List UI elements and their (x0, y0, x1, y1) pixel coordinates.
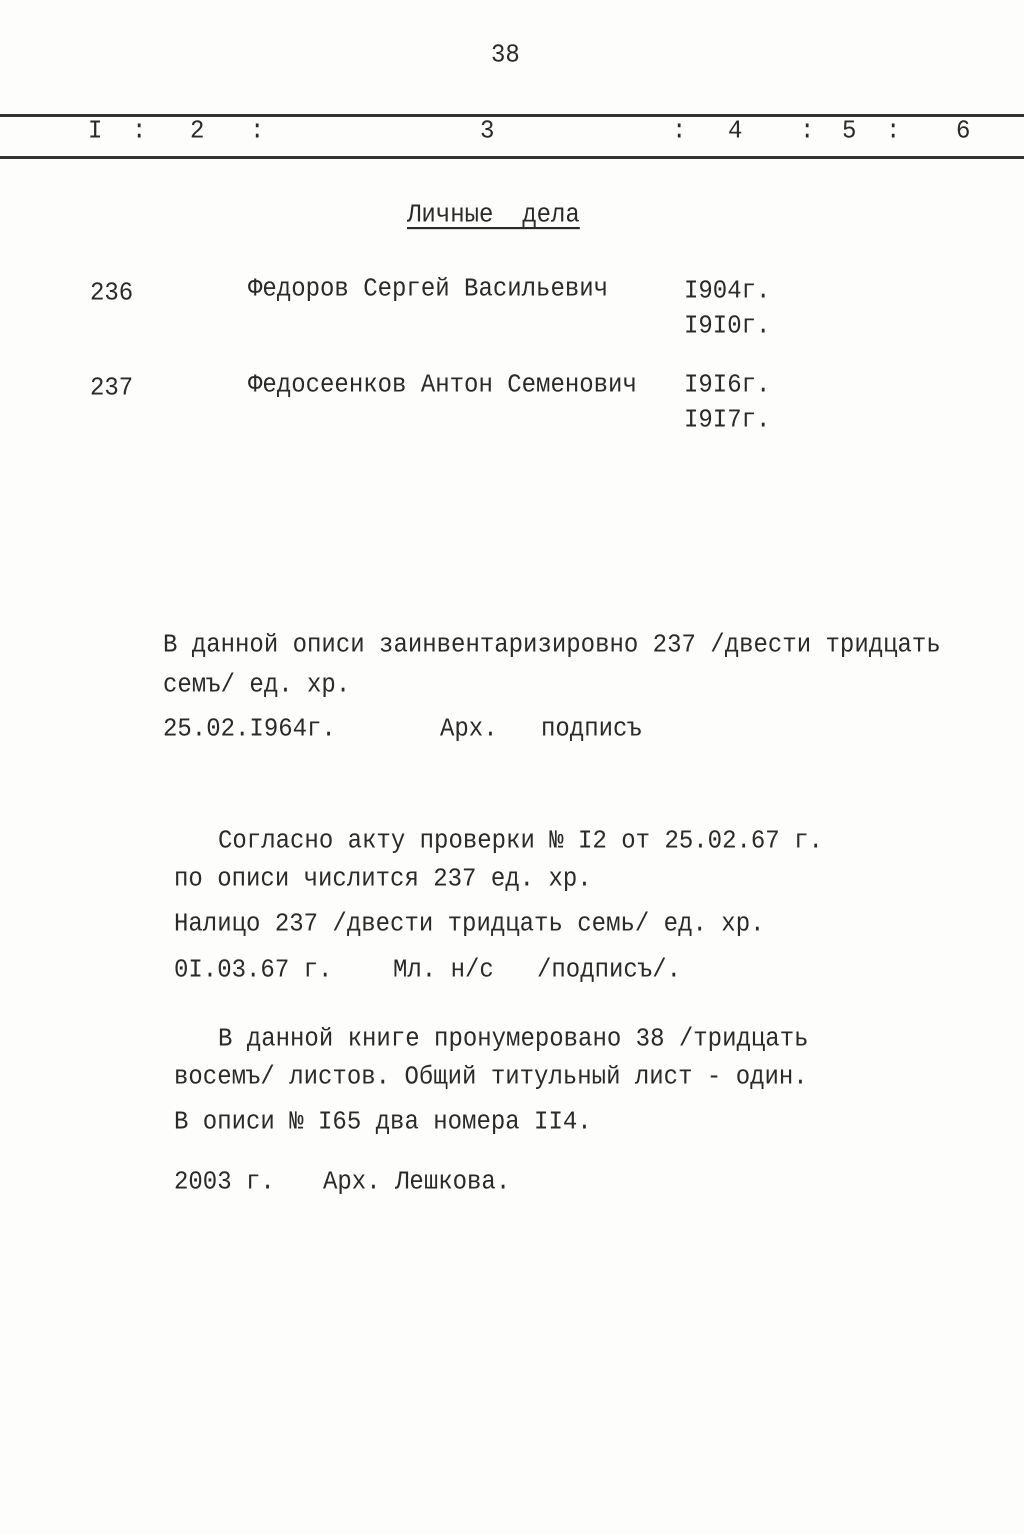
header-bottom-rule (0, 156, 1024, 159)
column-header-5: 5 (842, 117, 857, 147)
certification-text: В описи № I65 два номера II4. (174, 1108, 592, 1138)
column-separator: : (800, 117, 815, 147)
certification-date: 25.02.I964г. (163, 715, 336, 745)
column-header-1: I (88, 117, 103, 147)
certification-date: 2003 г. (174, 1168, 275, 1198)
column-header-4: 4 (728, 117, 743, 147)
section-title: Личные дела (407, 201, 580, 231)
entry-number: 237 (90, 374, 134, 404)
column-separator: : (672, 117, 687, 147)
certification-signer: Арх. Лешкова. (323, 1168, 511, 1198)
certification-text: семъ/ ед. хр. (163, 671, 351, 701)
certification-signature: /подписъ/. (537, 956, 682, 986)
header-top-rule (0, 114, 1024, 117)
entry-year-start: I9I6г. (684, 371, 771, 401)
certification-text: восемъ/ листов. Общий титульный лист - один. (174, 1063, 808, 1093)
page-number: 38 (491, 41, 520, 71)
entry-year-end: I9I7г. (684, 406, 771, 436)
entry-number: 236 (90, 279, 134, 309)
column-separator: : (132, 117, 147, 147)
certification-date: 0I.03.67 г. (174, 956, 333, 986)
column-header-6: 6 (956, 117, 971, 147)
column-separator: : (886, 117, 901, 147)
certification-text: Налицо 237 /двести тридцать семь/ ед. хр. (174, 910, 765, 940)
certification-signer: Арх. (440, 715, 498, 745)
column-separator: : (250, 117, 265, 147)
certification-signer: Мл. н/с (393, 956, 494, 986)
certification-text: по описи числится 237 ед. хр. (174, 865, 592, 895)
entry-year-start: I904г. (684, 277, 771, 307)
certification-text: Согласно акту проверки № I2 от 25.02.67 г. (218, 827, 823, 857)
certification-text: В данной книге пронумеровано 38 /тридцать (218, 1025, 809, 1055)
entry-name: Федосеенков Антон Семенович (248, 371, 637, 401)
entry-name: Федоров Сергей Васильевич (248, 275, 609, 305)
certification-text: В данной описи заинвентаризировно 237 /двести тридцать (163, 631, 941, 661)
certification-signature: подписъ (541, 715, 642, 745)
column-header-3: 3 (480, 117, 495, 147)
entry-year-end: I9I0г. (684, 312, 771, 342)
column-header-2: 2 (190, 117, 205, 147)
